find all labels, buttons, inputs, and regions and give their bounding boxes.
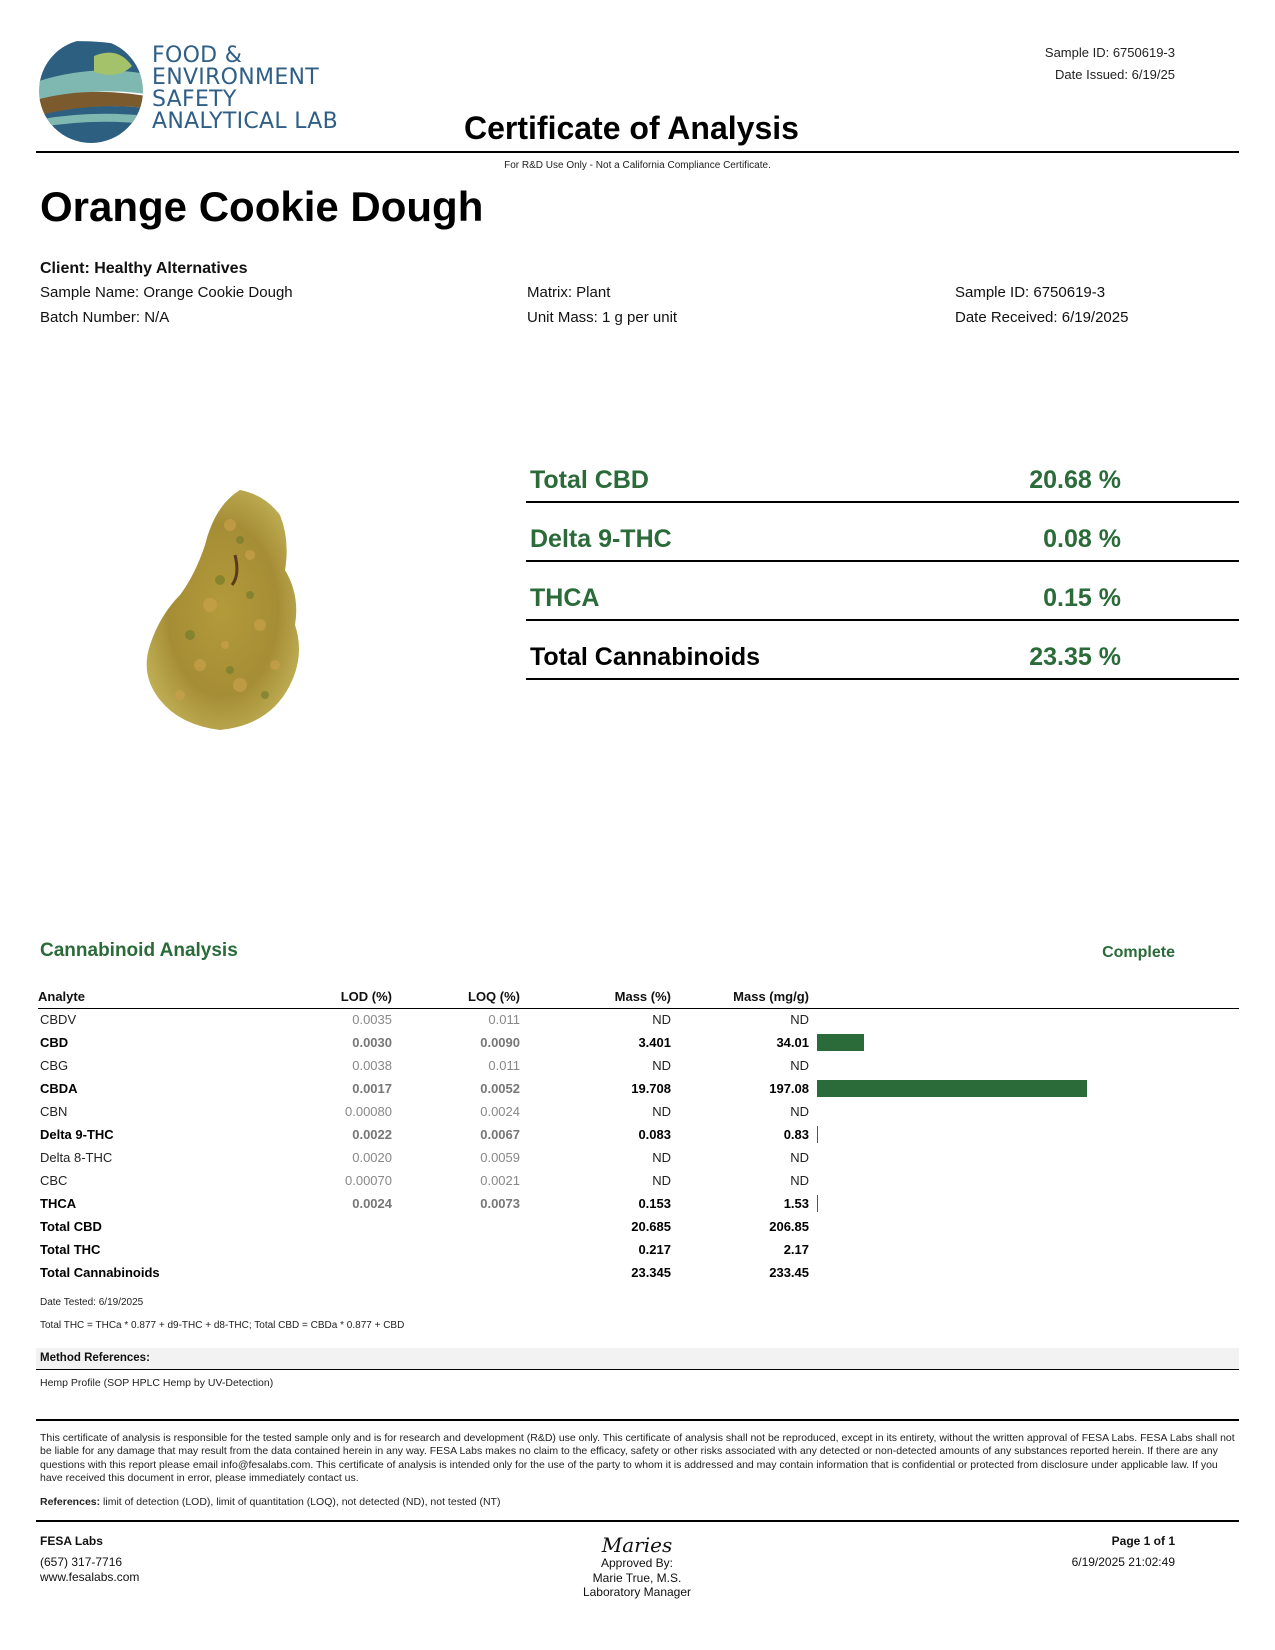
loq-value: 0.0067 bbox=[480, 1127, 520, 1142]
signature: Maries bbox=[601, 1533, 673, 1557]
mass-bar bbox=[817, 1034, 864, 1051]
summary-row-delta9-thc: Delta 9-THC 0.08 % bbox=[526, 506, 1239, 562]
table-row bbox=[38, 1008, 1239, 1031]
loq-value: 0.0052 bbox=[480, 1081, 520, 1096]
total-row bbox=[38, 1238, 1239, 1261]
loq-value: 0.011 bbox=[488, 1012, 520, 1028]
approved-by-label: Approved By: bbox=[600, 1556, 674, 1570]
approver-title: Laboratory Manager bbox=[582, 1585, 692, 1599]
analyte-name: Delta 8-THC bbox=[40, 1150, 113, 1165]
analyte-name: CBN bbox=[40, 1104, 68, 1119]
mass-mg-value: ND bbox=[790, 1173, 809, 1188]
analysis-status: Complete bbox=[1102, 944, 1175, 961]
product-image bbox=[140, 485, 320, 735]
col-mass-mg: Mass (mg/g) bbox=[671, 986, 809, 1008]
sample-id: Sample ID: 6750619-3 bbox=[955, 284, 1106, 301]
unit-mass: Unit Mass: 1 g per unit bbox=[527, 309, 678, 326]
table-row bbox=[38, 1169, 1239, 1192]
total-mass-pct: 23.345 bbox=[631, 1265, 671, 1280]
empty-cell bbox=[280, 1238, 392, 1261]
mass-pct-value: ND bbox=[652, 1150, 671, 1165]
analyte-name: CBDV bbox=[40, 1012, 77, 1028]
table-row bbox=[38, 1100, 1239, 1123]
analyte-name: CBG bbox=[40, 1058, 69, 1073]
empty-cell bbox=[809, 1215, 1239, 1238]
empty-cell bbox=[280, 1261, 392, 1284]
analyte-name: Delta 9-THC bbox=[40, 1127, 114, 1142]
lod-value: 0.0022 bbox=[352, 1127, 392, 1142]
mass-mg-value: 0.83 bbox=[783, 1127, 809, 1142]
mass-mg-value: ND bbox=[790, 1150, 809, 1165]
total-name: Total CBD bbox=[40, 1219, 102, 1234]
footer-divider bbox=[36, 1520, 1239, 1522]
bar-cell bbox=[809, 1077, 1239, 1100]
bar-cell bbox=[809, 1008, 1239, 1031]
col-bar bbox=[809, 986, 1239, 1008]
empty-cell bbox=[809, 1238, 1239, 1261]
empty-cell bbox=[392, 1261, 520, 1284]
analyte-name: CBDA bbox=[40, 1081, 78, 1096]
client-name: Client: Healthy Alternatives bbox=[40, 260, 248, 277]
table-row bbox=[38, 1123, 1239, 1146]
analyte-name: CBD bbox=[40, 1035, 69, 1050]
analysis-rows bbox=[38, 1008, 1239, 1284]
mass-mg-value: 197.08 bbox=[769, 1081, 809, 1096]
summary-row-thca: THCA 0.15 % bbox=[526, 565, 1239, 621]
total-name: Total THC bbox=[40, 1242, 101, 1257]
col-lod: LOD (%) bbox=[280, 986, 392, 1008]
lod-value: 0.0035 bbox=[352, 1012, 392, 1028]
batch-number: Batch Number: N/A bbox=[40, 309, 170, 326]
total-row bbox=[38, 1261, 1239, 1284]
bar-cell bbox=[809, 1169, 1239, 1192]
matrix: Matrix: Plant bbox=[527, 284, 611, 301]
footer-phone: (657) 317-7716 bbox=[40, 1555, 123, 1569]
mass-mg-value: 34.01 bbox=[776, 1035, 809, 1050]
analysis-title: Cannabinoid Analysis bbox=[40, 940, 238, 961]
col-analyte: Analyte bbox=[38, 986, 280, 1008]
mass-mg-value: ND bbox=[790, 1104, 809, 1119]
certificate-title: Certificate of Analysis bbox=[464, 110, 799, 146]
lod-value: 0.0020 bbox=[352, 1150, 392, 1165]
summary-row-total-cbd: Total CBD 20.68 % bbox=[526, 447, 1239, 503]
footer-page-info bbox=[1072, 1534, 1175, 1570]
approver-name: Marie True, M.S. bbox=[592, 1570, 682, 1585]
disclaimer-text: This certificate of analysis is responsible for the tested sample only and is for research and development (R&D) use only. This certificate of analysis shall not be reproduced, except in its entirety, without the written approval of FESA Labs. FESA Labs shall not be liable for any damage that may result from the data contained herein in any way. FESA Labs makes no claim to the efficacy, safety or other risks associated with any detected or non-detected amounts of any substances reported herein. If there are any questions with this report please email info@fesalabs.com. This certificate of analysis is intended only for the use of the party to whom it is addressed and may contain information that is confidential or protected from disclosure under applicable law. If you have received this document in error, please immediately contact us. bbox=[40, 1432, 1235, 1485]
mass-pct-value: ND bbox=[652, 1173, 671, 1188]
footer-lab-info bbox=[40, 1534, 139, 1585]
col-loq: LOQ (%) bbox=[392, 986, 520, 1008]
mass-pct-value: ND bbox=[652, 1104, 671, 1119]
mass-pct-value: ND bbox=[652, 1012, 671, 1028]
table-row bbox=[38, 1031, 1239, 1054]
mass-mg-value: 1.53 bbox=[783, 1196, 809, 1211]
mass-mg-value: ND bbox=[790, 1012, 809, 1028]
references: References: limit of detection (LOD), limit of quantitation (LOQ), not detected (ND), not tested (NT) bbox=[40, 1496, 501, 1508]
bar-cell bbox=[809, 1146, 1239, 1169]
footer-website[interactable]: www.fesalabs.com bbox=[40, 1570, 140, 1584]
empty-cell bbox=[392, 1215, 520, 1238]
header-meta bbox=[1045, 42, 1175, 86]
loq-value: 0.0024 bbox=[480, 1104, 520, 1119]
loq-value: 0.0059 bbox=[480, 1150, 520, 1165]
report-timestamp: 6/19/2025 21:02:49 bbox=[1071, 1555, 1175, 1569]
bar-cell bbox=[809, 1100, 1239, 1123]
lab-logo-text: FOOD & ENVIRONMENT SAFETY ANALYTICAL LAB bbox=[152, 43, 339, 134]
method-reference-item: Hemp Profile (SOP HPLC Hemp by UV-Detection) bbox=[40, 1377, 274, 1389]
table-row bbox=[38, 1146, 1239, 1169]
mass-pct-value: 0.153 bbox=[638, 1196, 671, 1211]
page-number: Page 1 of 1 bbox=[1111, 1534, 1175, 1548]
summary-row-total-cannabinoids: Total Cannabinoids 23.35 % bbox=[526, 624, 1239, 680]
header-date-issued: Date Issued: 6/19/25 bbox=[1055, 67, 1175, 82]
rd-use-note: For R&D Use Only - Not a California Compliance Certificate. bbox=[504, 160, 771, 171]
total-mass-mg: 233.45 bbox=[769, 1265, 809, 1280]
lab-logo bbox=[36, 36, 146, 146]
col-mass-pct: Mass (%) bbox=[520, 986, 671, 1008]
total-name: Total Cannabinoids bbox=[40, 1265, 160, 1280]
lod-value: 0.00070 bbox=[345, 1173, 392, 1188]
empty-cell bbox=[809, 1261, 1239, 1284]
bar-cell bbox=[809, 1123, 1239, 1146]
mass-bar bbox=[817, 1126, 818, 1143]
analyte-name: CBC bbox=[40, 1173, 68, 1188]
analyte-name: THCA bbox=[40, 1196, 77, 1211]
loq-value: 0.0021 bbox=[480, 1173, 520, 1188]
disclaimer-divider bbox=[36, 1419, 1239, 1421]
footer-lab-name: FESA Labs bbox=[40, 1534, 103, 1548]
empty-cell bbox=[280, 1215, 392, 1238]
table-row bbox=[38, 1077, 1239, 1100]
mass-pct-value: 0.083 bbox=[638, 1127, 671, 1142]
date-received: Date Received: 6/19/2025 bbox=[955, 309, 1129, 326]
bar-cell bbox=[809, 1031, 1239, 1054]
lod-value: 0.0024 bbox=[352, 1196, 392, 1211]
lod-value: 0.00080 bbox=[345, 1104, 392, 1119]
total-row bbox=[38, 1215, 1239, 1238]
mass-bar bbox=[817, 1080, 1087, 1097]
empty-cell bbox=[392, 1238, 520, 1261]
mass-pct-value: 3.401 bbox=[638, 1035, 671, 1050]
lod-value: 0.0030 bbox=[352, 1035, 392, 1050]
date-tested: Date Tested: 6/19/2025 bbox=[40, 1297, 144, 1308]
mass-pct-value: 19.708 bbox=[631, 1081, 671, 1096]
mass-pct-value: ND bbox=[652, 1058, 671, 1073]
total-mass-mg: 2.17 bbox=[783, 1242, 809, 1257]
lod-value: 0.0038 bbox=[352, 1058, 392, 1073]
method-references-header: Method References: bbox=[36, 1348, 1239, 1370]
total-formula: Total THC = THCa * 0.877 + d9-THC + d8-THC; Total CBD = CBDa * 0.877 + CBD bbox=[40, 1320, 405, 1331]
table-row bbox=[38, 1192, 1239, 1215]
total-mass-mg: 206.85 bbox=[769, 1219, 809, 1234]
loq-value: 0.0073 bbox=[480, 1196, 520, 1211]
loq-value: 0.011 bbox=[488, 1058, 520, 1073]
table-row bbox=[38, 1054, 1239, 1077]
product-name: Orange Cookie Dough bbox=[40, 183, 484, 230]
header-divider bbox=[36, 151, 1239, 153]
footer-approval bbox=[537, 1534, 737, 1600]
loq-value: 0.0090 bbox=[480, 1035, 520, 1050]
bar-cell bbox=[809, 1054, 1239, 1077]
sample-name: Sample Name: Orange Cookie Dough bbox=[40, 284, 293, 301]
mass-bar bbox=[817, 1195, 818, 1212]
cannabinoid-table bbox=[38, 986, 1239, 1284]
header-sample-id: Sample ID: 6750619-3 bbox=[1044, 45, 1175, 60]
bar-cell bbox=[809, 1192, 1239, 1215]
mass-mg-value: ND bbox=[790, 1058, 809, 1073]
total-mass-pct: 0.217 bbox=[638, 1242, 671, 1257]
total-mass-pct: 20.685 bbox=[631, 1219, 671, 1234]
lod-value: 0.0017 bbox=[352, 1081, 392, 1096]
